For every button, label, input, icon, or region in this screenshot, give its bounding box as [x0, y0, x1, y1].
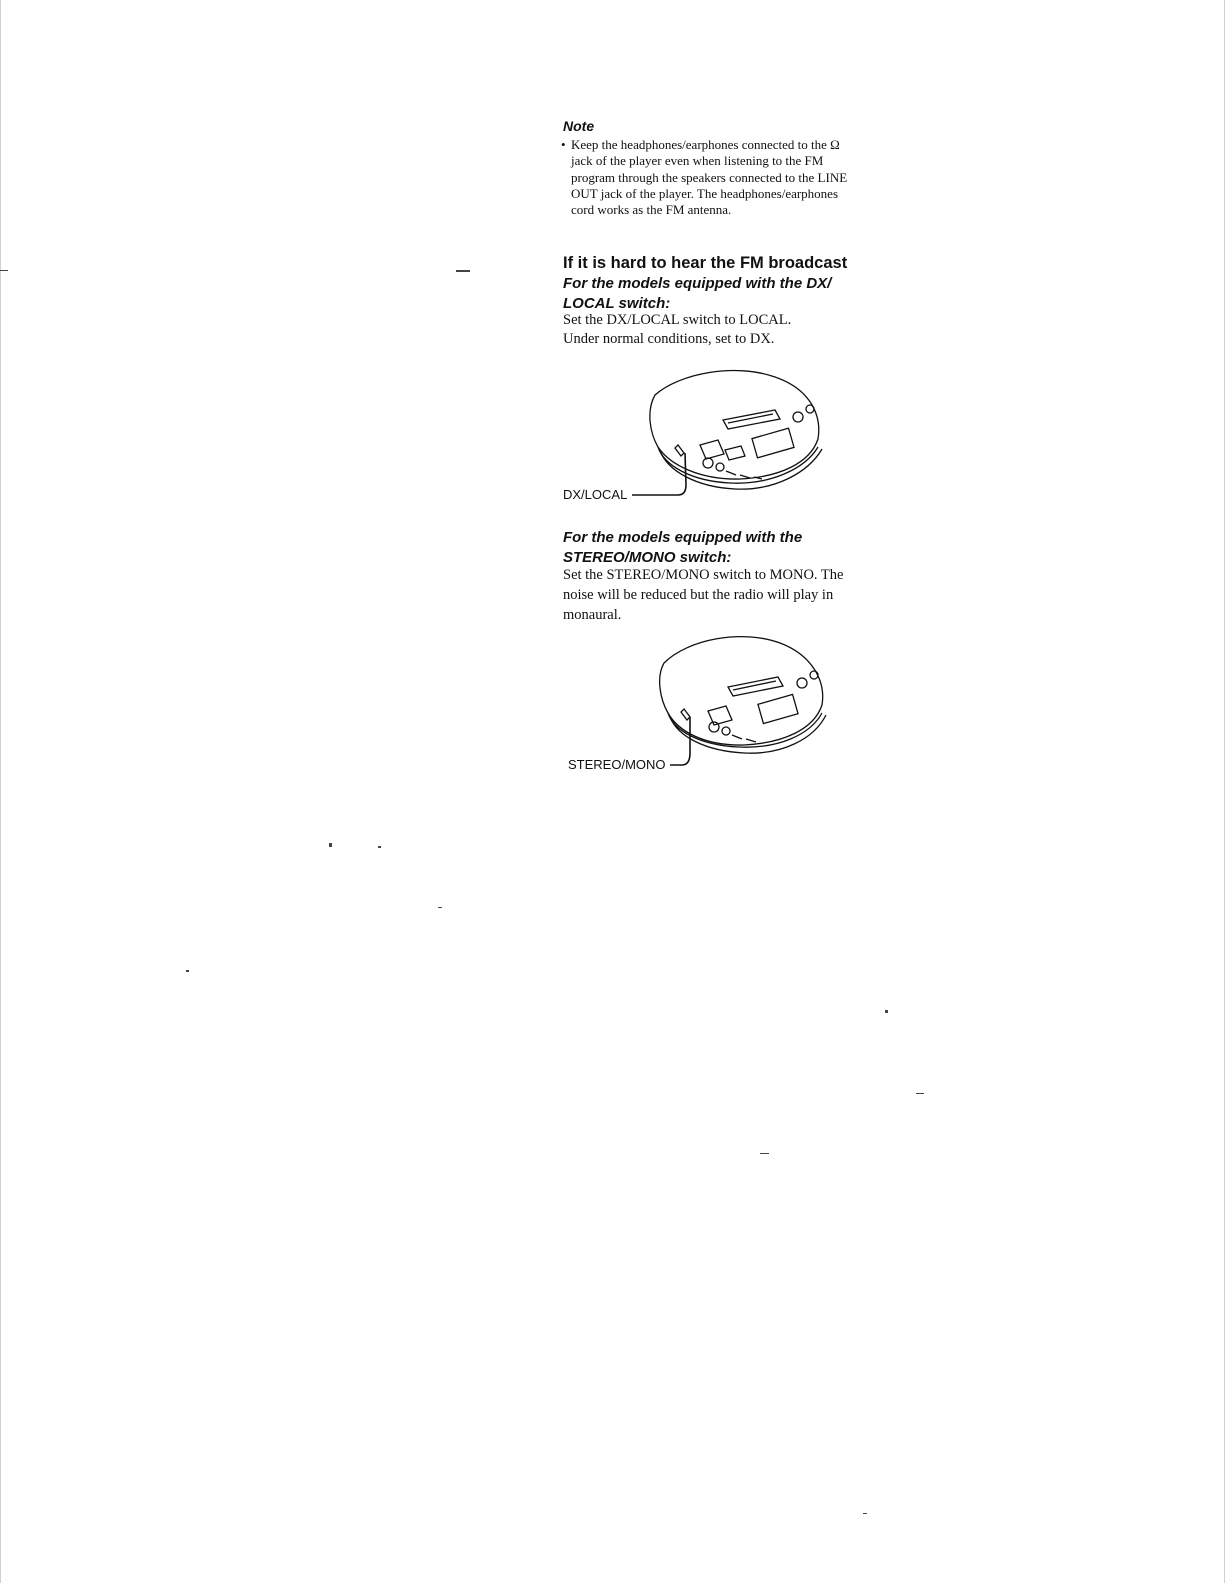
scan-speck [0, 270, 8, 271]
control-buttons [700, 440, 745, 460]
dx-local-line-1: Set the DX/LOCAL switch to LOCAL. [563, 312, 792, 328]
scan-speck [863, 1513, 867, 1514]
stereo-mono-text: Set the STEREO/MONO switch to MONO. The noise will be reduced but the radio will play in monaural. [563, 567, 844, 623]
button-round-4 [806, 405, 814, 413]
switch-jack [675, 445, 684, 456]
dx-local-callout: DX/LOCAL [563, 487, 628, 502]
stereo-mono-callout: STEREO/MONO [568, 757, 666, 772]
note-block [563, 118, 863, 218]
scan-speck [916, 1093, 924, 1094]
dx-local-line-2: Under normal conditions, set to DX. [563, 331, 775, 347]
note-text [563, 137, 863, 218]
scan-speck [378, 846, 381, 848]
button-round-3 [793, 412, 803, 422]
scan-speck [885, 1010, 888, 1013]
scan-speck [760, 1153, 769, 1154]
note-bullet: • [561, 137, 566, 152]
display-panel [758, 694, 798, 723]
button-round-3 [797, 678, 807, 688]
dx-local-subtitle: For the models equipped with the DX/ LOCAL switch: [563, 275, 832, 312]
dx-local-leader-line [632, 453, 686, 495]
button-round-2 [716, 463, 724, 471]
side-buttons [726, 471, 762, 479]
display-panel [752, 428, 794, 458]
note-body-text: Keep the headphones/earphones connected to the Ω jack of the player even when listening to the FM program through the speakers connected to the LINE OUT jack of the player. The headphones/earphones cord works as the FM antenna. [571, 137, 848, 218]
button-round-4 [810, 671, 818, 679]
disc-window [728, 677, 783, 696]
scan-speck [456, 270, 470, 272]
stereo-mono-subtitle: For the models equipped with the STEREO/MONO switch: [563, 529, 803, 566]
player-lid [660, 637, 823, 745]
note-heading: Note [563, 118, 595, 134]
button-round-2 [722, 727, 730, 735]
scan-speck [186, 970, 189, 972]
stereo-mono-leader-line [670, 717, 690, 765]
scan-speck [329, 843, 332, 847]
side-buttons [732, 735, 756, 742]
button-round-1 [703, 458, 713, 468]
player-lid [650, 371, 819, 480]
disc-window [723, 410, 780, 429]
section-title: If it is hard to hear the FM broadcast [563, 254, 848, 272]
cd-player-stereo-mono-illustration [640, 625, 840, 775]
switch-jack [681, 709, 690, 720]
scan-speck [438, 907, 442, 908]
scan-edge-left [0, 0, 1, 1583]
